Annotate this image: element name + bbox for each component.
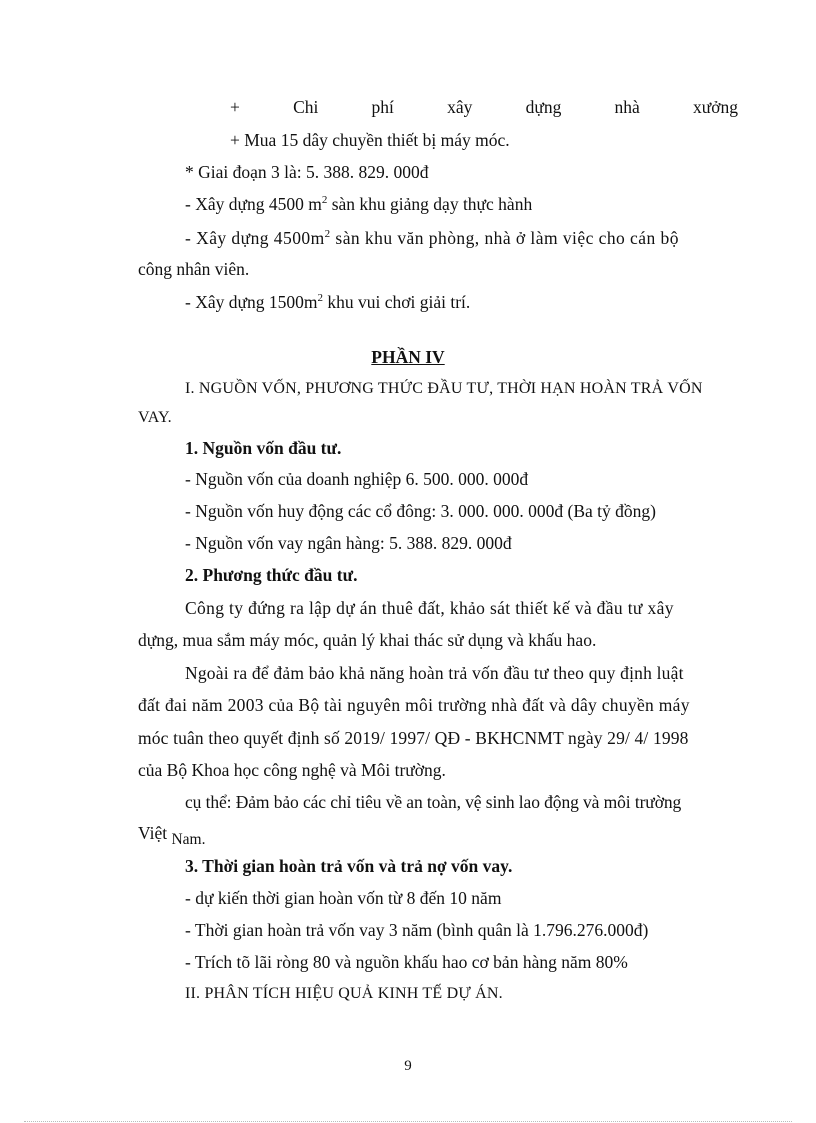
section-heading-2: II. PHÂN TÍCH HIỆU QUẢ KINH TẾ DỰ ÁN.	[185, 985, 503, 1002]
capital-shareholders: - Nguồn vốn huy động các cổ đông: 3. 000. 000. 000đ (Ba tỷ đồng)	[185, 501, 656, 521]
cost-line-factory	[230, 96, 738, 118]
subheading-investment-method: 2. Phương thức đầu tư.	[185, 565, 358, 585]
word: Chi	[293, 97, 319, 117]
text: - Xây dựng 4500 m	[185, 194, 322, 214]
word: phí	[371, 97, 394, 117]
capital-bank-loan: - Nguồn vốn vay ngân hàng: 5. 388. 829. 000đ	[185, 533, 512, 553]
word: xây	[447, 97, 473, 117]
cost-line-equipment: + Mua 15 dây chuyền thiết bị máy móc.	[230, 130, 510, 150]
text: Việt	[138, 823, 168, 843]
subheading-repayment: 3. Thời gian hoàn trả vốn và trả nợ vốn vay.	[185, 856, 513, 876]
word: nhà	[614, 97, 640, 117]
page-bottom-border	[24, 1121, 792, 1122]
paragraph-2-line-1: Ngoài ra để đảm bảo khả năng hoàn trả vốn đầu tư theo quy định luật	[185, 663, 684, 683]
text: sàn khu giảng dạy thực hành	[327, 194, 533, 214]
build-recreation-area	[185, 291, 740, 313]
paragraph-3-line-1: cụ thể: Đảm bảo các chỉ tiêu về an toàn, vệ sinh lao động và môi trường	[185, 792, 682, 812]
word: dựng	[525, 97, 562, 117]
superscript: 2	[317, 292, 323, 305]
paragraph-1-line-2: dựng, mua sắm máy móc, quản lý khai thác sử dụng và khấu hao.	[138, 630, 597, 650]
text: Nam.	[171, 831, 206, 848]
paragraph-3-line-2	[138, 822, 740, 846]
paragraph-2-line-2: đất đai năm 2003 của Bộ tài nguyên môi trường nhà đất và dây chuyền máy	[138, 695, 690, 715]
build-teaching-area	[185, 193, 740, 215]
text: - Xây dựng 4500m	[185, 228, 325, 248]
text: sàn khu văn phòng, nhà ở làm việc cho cán bộ	[330, 228, 679, 248]
section-title: PHẦN IV	[371, 347, 445, 367]
text: khu vui chơi giải trí.	[322, 292, 471, 312]
repayment-loan-period: - Thời gian hoàn trả vốn vay 3 năm (bình quân là 1.796.276.000đ)	[185, 920, 649, 940]
superscript: 2	[321, 194, 328, 207]
word: xưởng	[692, 97, 738, 117]
word: +	[230, 97, 240, 117]
paragraph-2-line-4: của Bộ Khoa học công nghệ và Môi trường.	[138, 760, 446, 780]
section-heading-1: I. NGUỒN VỐN, PHƯƠNG THỨC ĐẦU TƯ, THỜI HẠN HOÀN TRẢ VỐN	[185, 380, 703, 397]
build-office-area	[185, 227, 740, 249]
phase3-line: * Giai đoạn 3 là: 5. 388. 829. 000đ	[185, 162, 429, 182]
paragraph-1-line-1: Công ty đứng ra lập dự án thuê đất, khảo sát thiết kế và đầu tư xây	[185, 598, 674, 618]
repayment-payback-period: - dự kiến thời gian hoàn vốn từ 8 đến 10 năm	[185, 888, 502, 908]
repayment-source: - Trích tõ lãi ròng 80 và nguồn khấu hao cơ bản hàng năm 80%	[185, 952, 628, 972]
paragraph-2-line-3: móc tuân theo quyết định số 2019/ 1997/ QĐ - BKHCNMT ngày 29/ 4/ 1998	[138, 728, 689, 748]
superscript: 2	[324, 228, 331, 241]
capital-enterprise: - Nguồn vốn của doanh nghiệp 6. 500. 000. 000đ	[185, 469, 529, 489]
subheading-capital-sources: 1. Nguồn vốn đầu tư.	[185, 438, 342, 458]
section-heading-1-cont: VAY.	[138, 409, 172, 426]
build-office-area-cont: công nhân viên.	[138, 259, 250, 279]
text: - Xây dựng 1500m	[185, 292, 318, 312]
page-number: 9	[404, 1058, 412, 1074]
